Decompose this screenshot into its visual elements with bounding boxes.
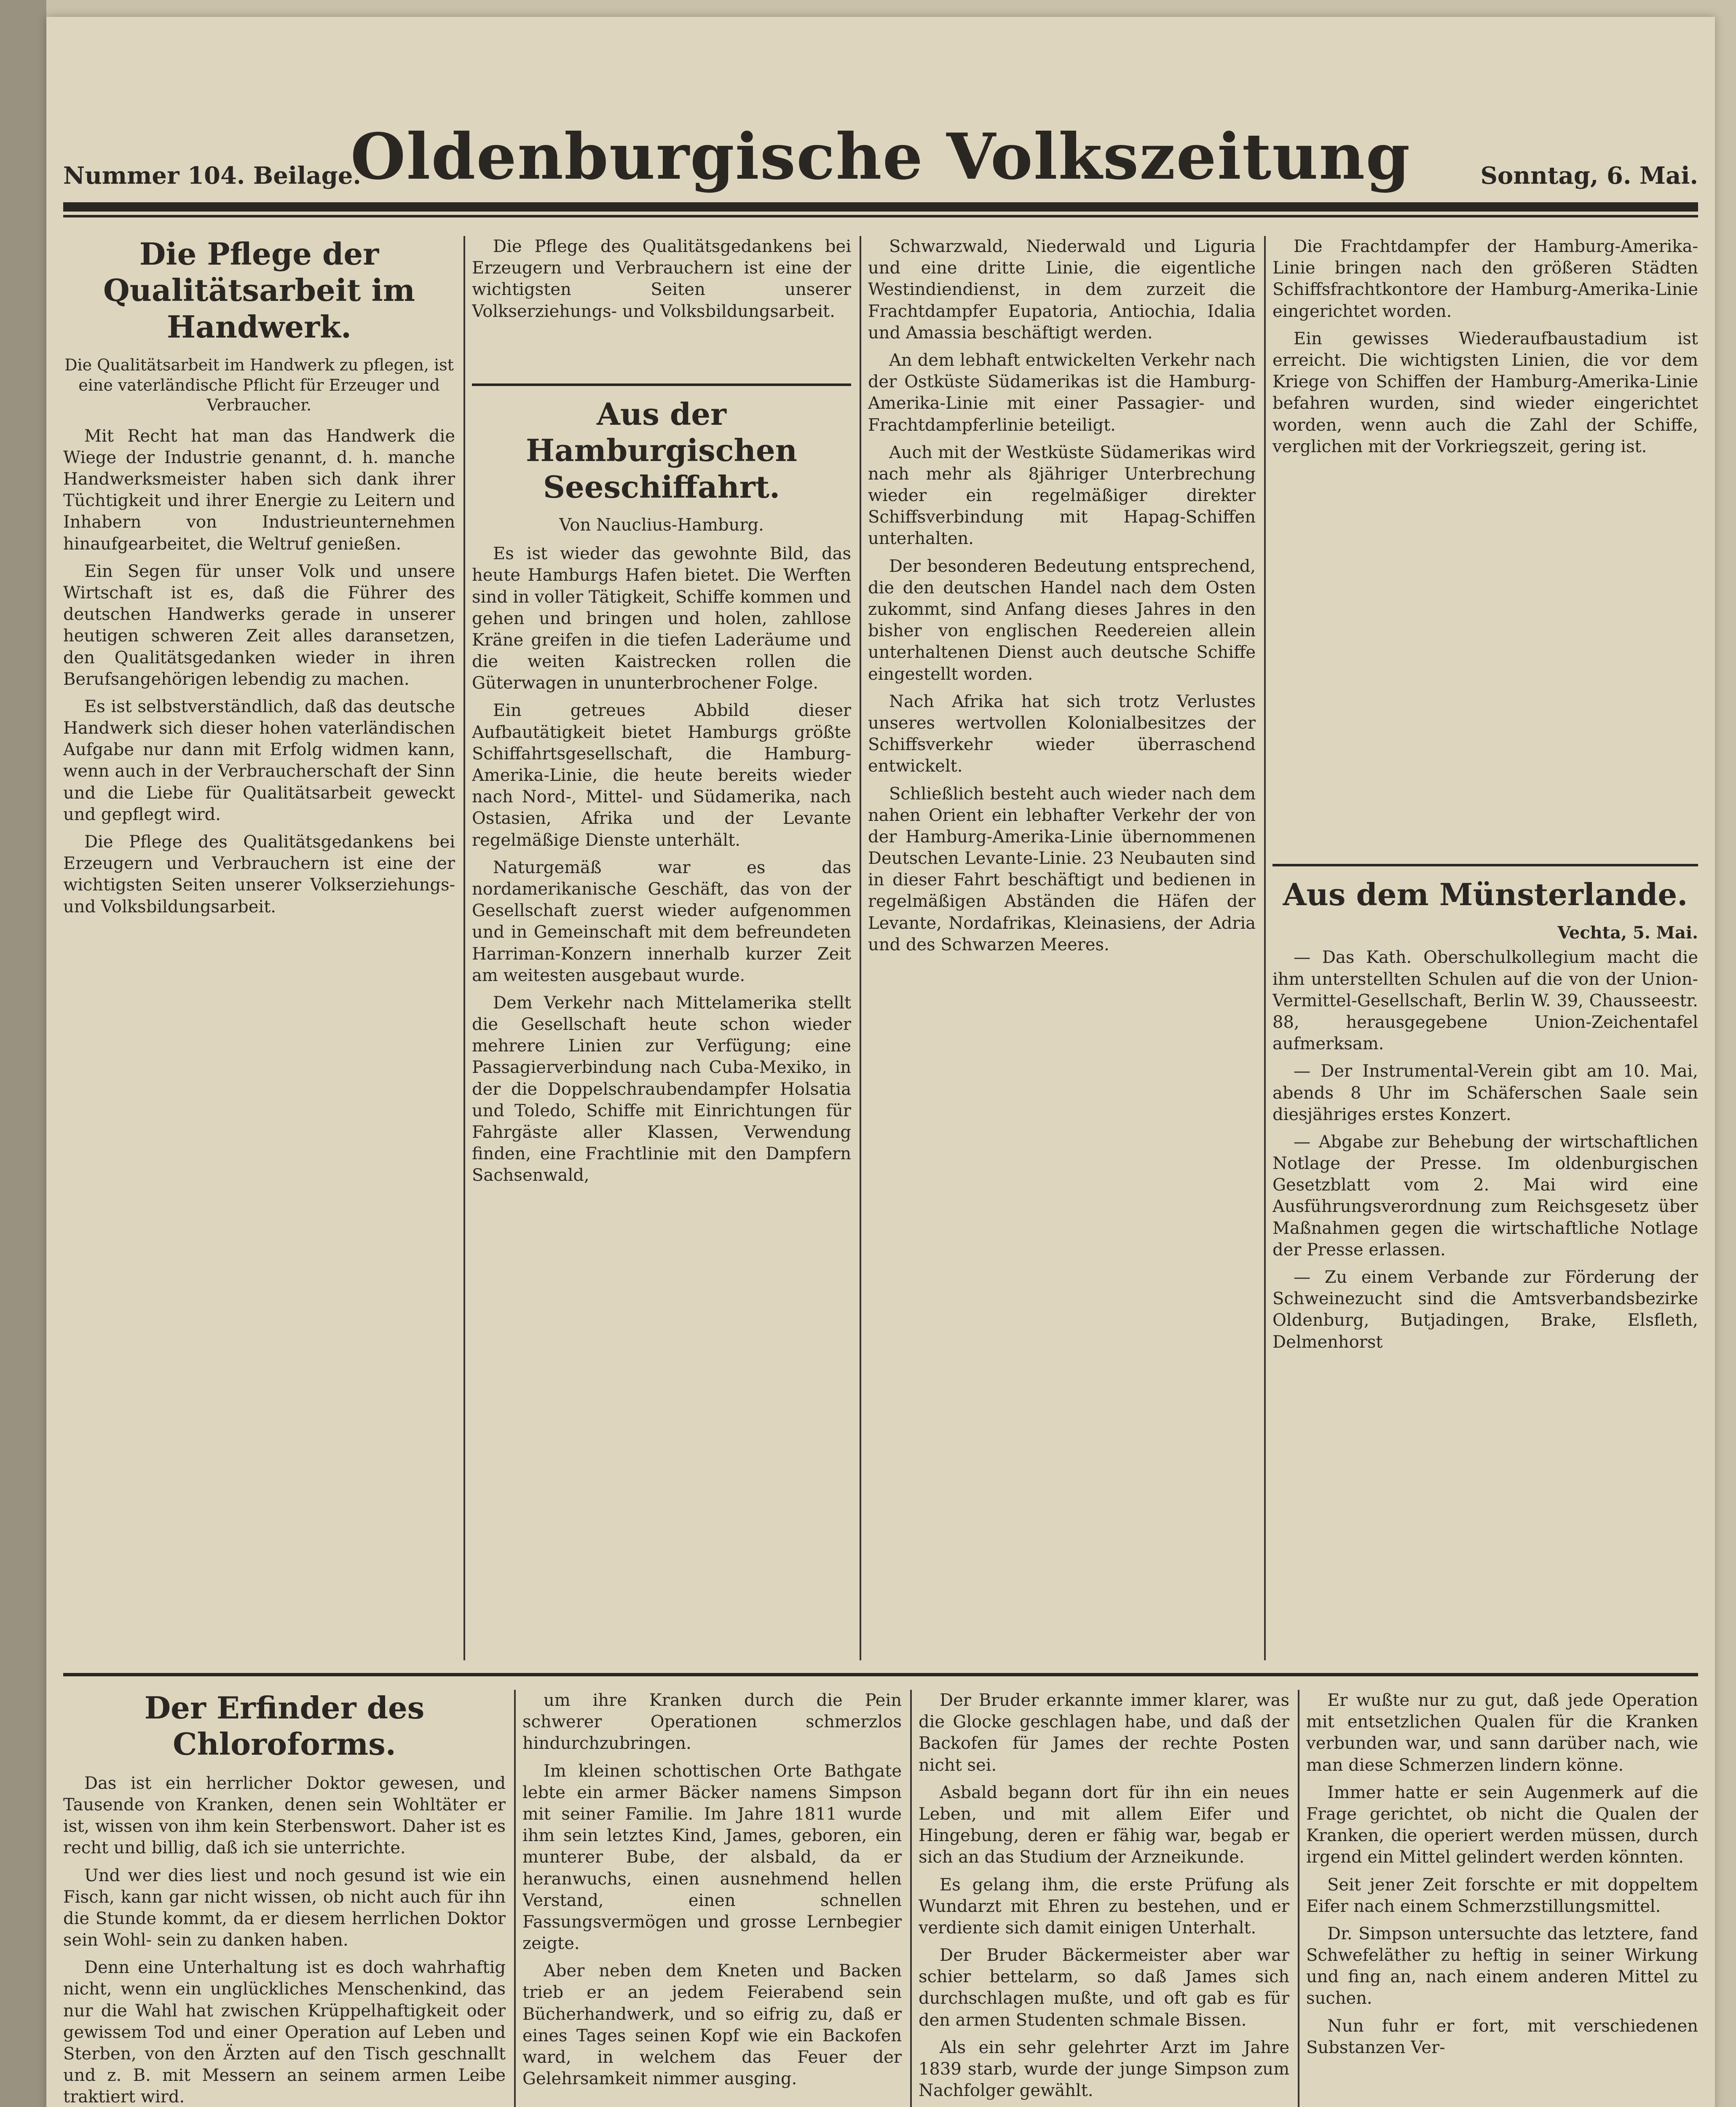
article-paragraph: Schwarzwald, Niederwald und Liguria und eine dritte Linie, die eigentliche Westindiendienst, in dem zurzeit die Frachtdampfer Eupatoria, Antiochia, Idalia und Amassia beschäftigt werden. [868, 237, 1256, 343]
article-paragraph: Der Bruder erkannte immer klarer, was die Glocke geschlagen habe, und daß der Backofen für James der rechte Posten nicht sei. [919, 1691, 1289, 1775]
article-chloroform-col3 [919, 1690, 1289, 2107]
masthead-rule-thin [63, 215, 1698, 217]
article-muensterland [1273, 877, 1698, 1660]
article-paragraph: Die Pflege des Qualitätsgedankens bei Erzeugern und Verbrauchern ist eine der wichtigsten Seiten unserer Volkserziehungs- und Volksbildungsarbeit. [63, 832, 455, 917]
article-paragraph: — Das Kath. Oberschulkollegium macht die ihm unterstellten Schulen auf die von der Union-Vermittel-Gesellschaft, Berlin W. 39, Chausseestr. 88, herausgegebene Union-Zeichentafel aufmerksam. [1273, 948, 1698, 1054]
article-paragraph: An dem lebhaft entwickelten Verkehr nach der Ostküste Südamerikas ist die Hamburg-Amerika-Linie mit einer Passagier- und Frachtdampferlinie beteiligt. [868, 350, 1256, 435]
article-paragraph: Als ein sehr gelehrter Arzt im Jahre 1839 starb, wurde der junge Simpson zum Nachfolger gewählt. [919, 2037, 1289, 2101]
article-paragraph: — Der Instrumental-Verein gibt am 10. Mai, abends 8 Uhr im Schäferschen Saale sein diesjähriges erstes Konzert. [1273, 1062, 1698, 1124]
article-paragraph: Dr. Simpson untersuchte das letztere, fand Schwefeläther zu heftig in seiner Wirkung und fing an, nach einem anderen Mittel zu suchen. [1306, 1924, 1698, 2008]
article-paragraph: Der Bruder Bäckermeister aber war schier bettelarm, so daß James sich durchschlagen mußte, und oft gab es für den armen Studenten schmale Bissen. [919, 1946, 1289, 2030]
article-paragraph: Denn eine Unterhaltung ist es doch wahrhaftig nicht, wenn ein unglückliches Menschenkind, das nur die Wahl hat zwischen Krüppelhaftigkeit oder gewissem Tod und einer Operation auf Leben und Sterben, von den Ärzten auf den Tisch geschnallt und z. B. mit Messern an seinem armen Leibe traktiert wird. [63, 1958, 506, 2107]
column-divider [910, 1690, 912, 2107]
article-paragraph: Asbald begann dort für ihn ein neues Leben, und mit allem Eifer und Hingebung, deren er fähig war, begab er sich an das Studium der Arzneikunde. [919, 1783, 1289, 1867]
article-hamburg-end [1273, 236, 1698, 851]
article-paragraph: Mit Recht hat man das Handwerk die Wiege der Industrie genannt, d. h. manche Handwerksmeister haben sich dank ihrer Tüchtigkeit und ihrer Energie zu Leitern und Inhabern von Industrieunternehmen hinaufgearbeitet, die Weltruf genießen. [63, 426, 455, 554]
article-paragraph: Schließlich besteht auch wieder nach dem nahen Orient ein lebhafter Verkehr der von der Hamburg-Amerika-Linie übernommenen Deutschen Levante-Linie. 23 Neubauten sind in dieser Fahrt beschäftigt und bedienen in regelmäßigen Abständen die Häfen der Levante, Nordafrikas, Kleinasiens, der Adria und des Schwarzen Meeres. [868, 784, 1256, 954]
article-paragraph: — Abgabe zur Behebung der wirtschaftlichen Notlage der Presse. Im oldenburgischen Gesetzblatt vom 2. Mai wird eine Ausführungsverordnung zum Reichsgesetz über Maßnahmen gegen die wirtschaftliche Notlage der Presse erlassen. [1273, 1132, 1698, 1260]
article-paragraph: Die Pflege des Qualitätsgedankens bei Erzeugern und Verbrauchern ist eine der wichtigsten Seiten unserer Volkserziehungs- und Volksbildungsarbeit. [472, 237, 851, 321]
binding-spine [0, 0, 46, 2107]
masthead [63, 118, 1698, 198]
article-paragraph: Es gelang ihm, die erste Prüfung als Wundarzt mit Ehren zu bestehen, und er verdiente sich damit einigen Unterhalt. [919, 1875, 1289, 1938]
article-title: Die Pflege der Qualitätsarbeit im Handwerk. [103, 236, 415, 345]
article-title: Der Erfinder des Chloroforms. [144, 1690, 425, 1762]
column-divider [860, 236, 861, 1660]
column-divider [1264, 236, 1266, 1660]
article-title: Aus der Hamburgischen Seeschiffahrt. [525, 396, 798, 505]
article-qualitaetsarbeit [63, 236, 455, 1660]
issue-number: Nummer 104. Beilage. [63, 162, 361, 190]
column-divider [463, 236, 465, 1660]
article-paragraph: Immer hatte er sein Augenmerk auf die Frage gerichtet, ob nicht die Qualen der Kranken, die operiert werden müssen, durch irgend ein Mittel gelindert werden könnten. [1306, 1783, 1698, 1867]
article-chloroform [63, 1690, 506, 2107]
article-paragraph: Die Frachtdampfer der Hamburg-Amerika-Linie bringen nach den größeren Städten Schiffsfrachtkontore der Hamburg-Amerika-Linie eingerichtet worden. [1273, 237, 1698, 321]
article-paragraph: Auch mit der Westküste Südamerikas wird nach mehr als 8jähriger Unterbrechung wieder ein regelmäßiger direkter Schiffsverbindung mit Hapag-Schiffen unterhalten. [868, 442, 1256, 549]
article-paragraph: Das ist ein herrlicher Doktor gewesen, und Tausende von Kranken, denen sein Wohltäter er ist, wissen von ihm kein Sterbenswort. Daher ist es recht und billig, daß ich sie unterrichte. [63, 1773, 506, 1858]
article-paragraph: Es ist selbstverständlich, daß das deutsche Handwerk sich dieser hohen vaterländischen Aufgabe nur dann mit Erfolg widmen kann, wenn auch in der Verbraucherschaft der Sinn und die Liebe für Qualitätsarbeit geweckt und gepflegt wird. [63, 697, 455, 824]
column-divider [514, 1690, 516, 2107]
article-separator [472, 383, 851, 386]
section-separator [63, 1673, 1698, 1676]
article-title: Aus dem Münsterlande. [1283, 877, 1688, 912]
article-chloroform-col4 [1306, 1690, 1698, 2107]
masthead-rule [63, 202, 1698, 212]
article-end-volksbildung [472, 236, 851, 379]
article-paragraph: — Zu einem Verbande zur Förderung der Schweinezucht sind die Amtsverbandsbezirke Oldenburg, Butjadingen, Brake, Elsfleth, Delmenhorst [1273, 1268, 1698, 1352]
article-separator [1273, 864, 1698, 866]
article-paragraph: Und wer dies liest und noch gesund ist wie ein Fisch, kann gar nicht wissen, ob nicht auch für ihn die Stunde kommt, da er diesem herrlichen Doktor sein Wohl- sein zu danken haben. [63, 1866, 506, 1950]
article-byline: Von Nauclius-Hamburg. [559, 515, 764, 535]
article-paragraph: Er wußte nur zu gut, daß jede Operation mit entsetzlichen Qualen für die Kranken verbunden war, und sann darüber nach, wie man diese Schmerzen lindern könne. [1306, 1691, 1698, 1775]
article-paragraph: Der besonderen Bedeutung entsprechend, die den deutschen Handel nach dem Osten zukommt, sind Anfang dieses Jahres in den bisher von englischen Reedereien allein unterhaltenen Dienst auch deutsche Schiffe eingestellt worden. [868, 556, 1256, 684]
article-paragraph: Ein gewisses Wiederaufbaustadium ist erreicht. Die wichtigsten Linien, die vor dem Kriege von Schiffen der Hamburg-Amerika-Linie befahren wurden, sind wieder eingerichtet worden, wenn auch die Zahl der Schiffe, verglichen mit der Vorkriegszeit, gering ist. [1273, 329, 1698, 456]
article-subtitle: Die Qualitätsarbeit im Handwerk zu pflegen, ist eine vaterländische Pflicht für Erzeuger und Verbraucher. [64, 356, 454, 415]
article-paragraph: Ein getreues Abbild dieser Aufbautätigkeit bietet Hamburgs größte Schiffahrtsgesellschaft, die Hamburg-Amerika-Linie, die heute bereits wieder nach Nord-, Mittel- und Südamerika, nach Ostasien, Afrika und der Levante regelmäßige Dienste unterhält. [472, 701, 851, 850]
article-paragraph: Es ist wieder das gewohnte Bild, das heute Hamburgs Hafen bietet. Die Werften sind in voller Tätigkeit, Schiffe kommen und gehen und bringen und holen, zahllose Kräne greifen in die tiefen Laderäume und die weiten Kaistrecken rollen die Güterwagen in ununterbrochener Folge. [472, 544, 851, 693]
article-chloroform-col2 [522, 1690, 902, 2107]
column-divider [1298, 1690, 1299, 2107]
article-paragraph: um ihre Kranken durch die Pein schwerer Operationen schmerzlos hindurchzubringen. [522, 1691, 902, 1753]
article-paragraph: Nun fuhr er fort, mit verschiedenen Substanzen Ver- [1306, 2016, 1698, 2057]
article-paragraph: Dem Verkehr nach Mittelamerika stellt die Gesellschaft heute schon wieder mehrere Linien zur Verfügung; eine Passagierverbindung nach Cuba-Mexiko, in der die Doppelschraubendampfer Holsatia und Toledo, Schiffe mit Einrichtungen für Fahrgäste aller Klassen, Verwendung finden, eine Frachtlinie mit den Dampfern Sachsenwald, [472, 993, 851, 1185]
article-dateline: Vechta, 5. Mai. [1557, 923, 1698, 943]
newspaper-title: Oldenburgische Volkszeitung [350, 120, 1411, 194]
article-paragraph: Naturgemäß war es das nordamerikanische Geschäft, das von der Gesellschaft zuerst wieder aufgenommen und in Gemeinschaft mit dem befreundeten Harriman-Konzern innerhalb kurzer Zeit am weitesten ausgebaut wurde. [472, 858, 851, 985]
article-paragraph: Ein Segen für unser Volk und unsere Wirtschaft ist es, daß die Führer des deutschen Handwerks gerade in unserer heutigen schweren Zeit alles daransetzen, den Qualitätsgedanken wieder in ihren Berufsangehörigen lebendig zu machen. [63, 561, 455, 689]
article-paragraph: Aber neben dem Kneten und Backen trieb er an jedem Feierabend sein Bücherhandwerk, und so eifrig zu, daß er eines Tages seinen Kopf wie ein Backofen ward, in welchem das Feuer der Gelehrsamkeit nimmer ausging. [522, 1961, 902, 2089]
article-paragraph: Seit jener Zeit forschte er mit doppeltem Eifer nach einem Schmerzstillungsmittel. [1306, 1875, 1698, 1916]
issue-date: Sonntag, 6. Mai. [1480, 162, 1698, 190]
article-paragraph: Nach Afrika hat sich trotz Verlustes unseres wertvollen Kolonialbesitzes der Schiffsverkehr wieder überraschend entwickelt. [868, 692, 1256, 776]
article-hamburg [472, 396, 851, 1660]
newspaper-page [46, 17, 1715, 2107]
article-paragraph: Im kleinen schottischen Orte Bathgate lebte ein armer Bäcker namens Simpson mit seiner Familie. Im Jahre 1811 wurde ihm sein letztes Kind, James, geboren, ein munterer Bube, der alsbald, da er heranwuchs, einen ausnehmend hellen Verstand, einen schnellen Fassungsvermögen und grosse Lernbegier zeigte. [522, 1761, 902, 1954]
article-hamburg-cont [868, 236, 1256, 1660]
